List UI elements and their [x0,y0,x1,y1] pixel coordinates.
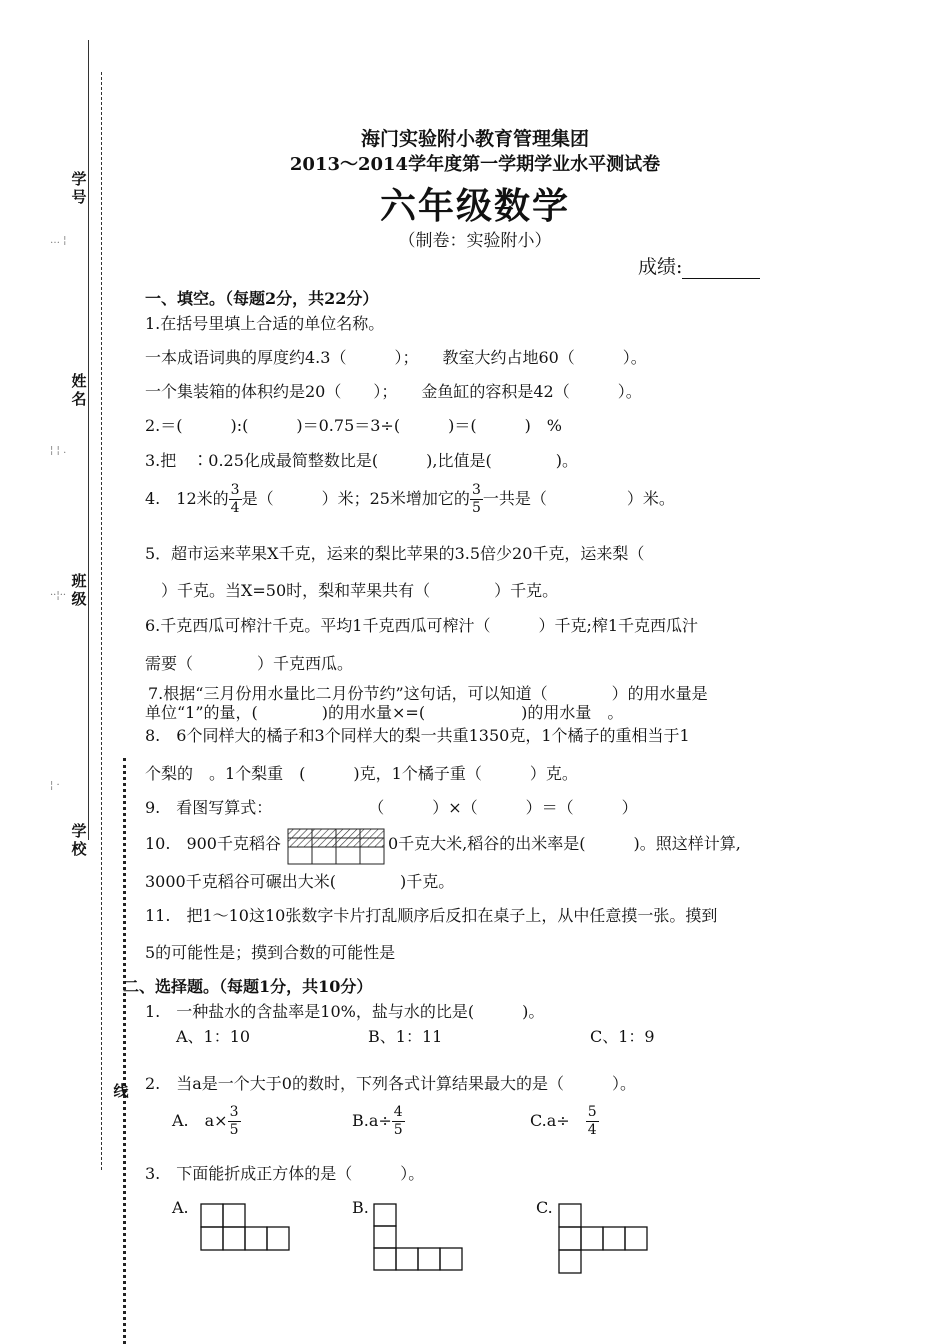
score-label: 成绩: [638,256,683,278]
s2-q1-text: 1. 一种盐水的含盐率是10%，盐与水的比是( )。 [145,1002,545,1021]
hatched-grid-figure [287,828,387,866]
header-maker: （制卷：实验附小） [398,231,552,251]
s2-q2-text: 2. 当a是一个大于0的数时，下列各式计算结果最大的是（ ）。 [145,1074,636,1093]
section1-title: 一、填空。（每题2分，共22分） [145,289,379,308]
q8a-text: 8. 6个同样大的橘子和3个同样大的梨一共重1350克，1个橘子的重相当于1 [145,726,690,745]
q9-text: 9. 看图写算式： （ ）×（ ）＝（ ） [145,798,638,817]
q7b-text: 单位“1”的量，( )的用水量×=( )的用水量 。 [145,703,624,722]
fraction-3-5: $\frac{3}{5}$ [471,482,481,516]
s2-q3-option-c-label[interactable]: C. [536,1198,553,1217]
q11a-text: 11. 把1～10这10张数字卡片打乱顺序后反扣在桌子上，从中任意摸一张。摸到 [145,906,718,925]
q1-text: 1.在括号里填上合适的单位名称。 [145,314,385,333]
header-term: 2013～2014学年度第一学期学业水平测试卷 [289,154,661,175]
cube-net-a [200,1203,294,1253]
q4-text: 4. 12米的 $\frac{3}{4}$ 是（ ）米；25米增加它的 $\frac{3}{5}$ 一共是（ ）米。 [145,482,675,516]
s2-q1-option-b[interactable]: B、1：11 [368,1027,443,1046]
q10a-left-text: 10. 900千克稻谷 [145,834,281,853]
label-name: 姓 名 [71,372,87,408]
s2-q2-option-c[interactable]: C.a÷ $\frac{5}{4}$ [530,1104,597,1138]
section2-title: 二、选择题。（每题1分，共10分） [123,977,373,996]
q1a-text: 一本成语词典的厚度约4.3（ ）； 教室大约占地60（ ）。 [145,348,647,367]
s2-q3-option-b-label[interactable]: B. [352,1198,369,1217]
label-school: 学校 [71,822,87,858]
page-title: 六年级数学 [379,185,570,227]
s2-q3-option-a-label[interactable]: A. [172,1198,189,1217]
fraction-3-4: $\frac{3}{4}$ [230,482,240,516]
label-student-no: 学 号 [71,170,87,206]
q5a-text: 5．超市运来苹果X千克，运来的梨比苹果的3.5倍少20千克，运来梨（ [145,544,645,563]
s2-q2-option-b[interactable]: B.a÷ $\frac{4}{5}$ [352,1104,403,1138]
q1b-text: 一个集装箱的体积约是20（ ）； 金鱼缸的容积是42（ ）。 [145,382,642,401]
binding-thick-dotted-line [123,758,126,1344]
binding-mark: … ¦ [50,235,67,246]
q6b-text: 需要（ ）千克西瓜。 [145,654,354,673]
q10a-right-text: 0千克大米,稻谷的出米率是( )。照这样计算, [388,834,741,853]
q3-text: 3.把 ∶0.25化成最简整数比是( ),比值是( )。 [145,451,578,470]
cube-net-c [558,1203,652,1275]
q11b-text: 5的可能性是；摸到合数的可能性是 [145,943,396,962]
q7a-text: 7.根据“三月份用水量比二月份节约”这句话，可以知道（ ）的用水量是 [148,684,708,703]
s2-q3-text: 3. 下面能折成正方体的是（ ）。 [145,1164,425,1183]
q6a-text: 6.千克西瓜可榨汁千克。平均1千克西瓜可榨汁（ ）千克;榨1千克西瓜汁 [145,616,699,635]
s2-q2-option-a[interactable]: A. a× $\frac{3}{5}$ [172,1104,239,1138]
q5b-text: ）千克。当X=50时，梨和苹果共有（ ）千克。 [145,581,559,600]
s2-q1-option-c[interactable]: C、1：9 [590,1027,655,1046]
score-blank [682,260,760,279]
label-class: 班 级 [71,572,87,608]
q8b-text: 个梨的 。1个梨重 ( )克，1个橘子重（ ）克。 [145,764,578,783]
q2-text: 2.＝( ):( )＝0.75＝3÷( )＝( ) % [145,416,563,435]
s2-q1-option-a[interactable]: A、1：10 [176,1027,251,1046]
score-field[interactable] [638,252,760,279]
label-line-char: 线 [113,1082,129,1100]
binding-mark: ··¦·· [50,590,67,601]
header-org: 海门实验附小教育管理集团 [360,128,589,150]
binding-mark: ¦ · [50,780,60,791]
q10b-text: 3000千克稻谷可碾出大米( )千克。 [145,872,455,891]
cube-net-b [373,1203,467,1273]
binding-mark: ¦ ¦ . [50,445,67,456]
